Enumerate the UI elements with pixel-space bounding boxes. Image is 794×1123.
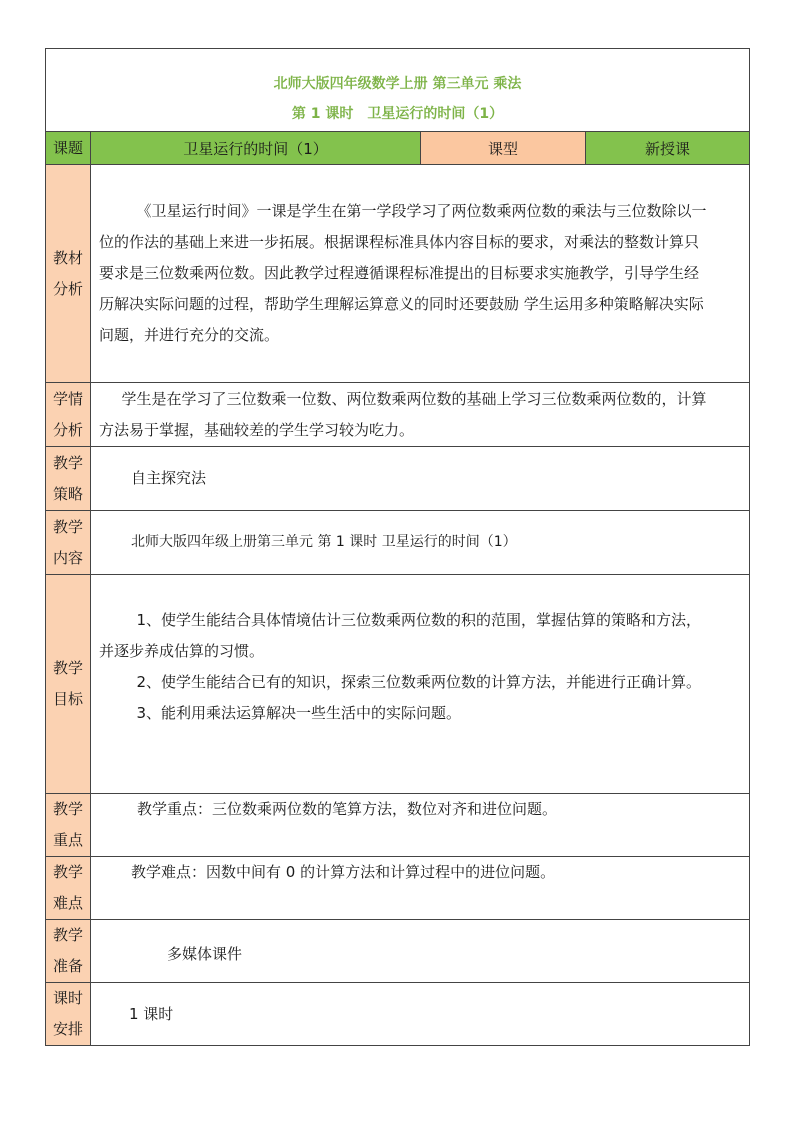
strategy-text: 自主探究法 (91, 447, 750, 511)
lesson-title: 第 1 课时 卫星运行的时间（1） (291, 106, 504, 122)
content-text: 北师大版四年级上册第三单元 第 1 课时 卫星运行的时间（1） (91, 511, 750, 575)
key-point-text: 教学重点：三位数乘两位数的笔算方法，数位对齐和进位问题。 (91, 794, 750, 857)
preparation-label: 教学 准备 (46, 920, 91, 983)
content-label: 教学 内容 (46, 511, 91, 575)
lesson-plan-table (45, 48, 750, 1046)
learner-analysis-text: 学生是在学习了三位数乘一位数、两位数乘两位数的基础上学习三位数乘两位数的，计算 方法易于掌握，基础较差的学生学习较为吃力。 (91, 383, 750, 447)
strategy-label: 教学 策略 (46, 447, 91, 511)
topic-row (46, 132, 750, 165)
goals-row (46, 575, 750, 794)
unit-title: 北师大版四年级数学上册 第三单元 乘法 (273, 76, 522, 92)
preparation-text: 多媒体课件 (91, 920, 750, 983)
schedule-label: 课时 安排 (46, 983, 91, 1046)
schedule-text: 1 课时 (91, 983, 750, 1046)
key-point-label: 教学 重点 (46, 794, 91, 857)
goals-text: 1、使学生能结合具体情境估计三位数乘两位数的积的范围，掌握估算的策略和方法， 并逐步养成估算的习惯。 2、使学生能结合已有的知识，探索三位数乘两位数的计算方法，并能进行正确计算。 3、能利用乘法运算解决一些生活中的实际问题。 (91, 575, 750, 794)
textbook-analysis-row (46, 165, 750, 383)
topic-label: 课题 (46, 132, 91, 165)
goals-label: 教学 目标 (46, 575, 91, 794)
difficulty-row (46, 857, 750, 920)
type-value: 新授课 (586, 132, 750, 165)
schedule-row (46, 983, 750, 1046)
key-point-row (46, 794, 750, 857)
content-row (46, 511, 750, 575)
difficulty-text: 教学难点：因数中间有 0 的计算方法和计算过程中的进位问题。 (91, 857, 750, 920)
difficulty-label: 教学 难点 (46, 857, 91, 920)
learner-analysis-row (46, 383, 750, 447)
learner-analysis-label: 学情 分析 (46, 383, 91, 447)
title-row (46, 49, 750, 132)
strategy-row (46, 447, 750, 511)
textbook-analysis-text: 《卫星运行时间》一课是学生在第一学段学习了两位数乘两位数的乘法与三位数除以一 位的作法的基础上来进一步拓展。根据课程标准具体内容目标的要求，对乘法的整数计算只 要求是三位数乘两位数。因此教学过程遵循课程标准提出的目标要求实施教学，引导学生经 历解决实际问题的过程，帮助学生理解运算意义的同时还要鼓励 学生运用多种策略解决实际 问题，并进行充分的交流。 (91, 165, 750, 383)
type-label: 课型 (421, 132, 586, 165)
lesson-plan (45, 48, 749, 1046)
textbook-analysis-label: 教材 分析 (46, 165, 91, 383)
preparation-row (46, 920, 750, 983)
topic-value: 卫星运行的时间（1） (91, 132, 421, 165)
title-cell (46, 49, 750, 132)
